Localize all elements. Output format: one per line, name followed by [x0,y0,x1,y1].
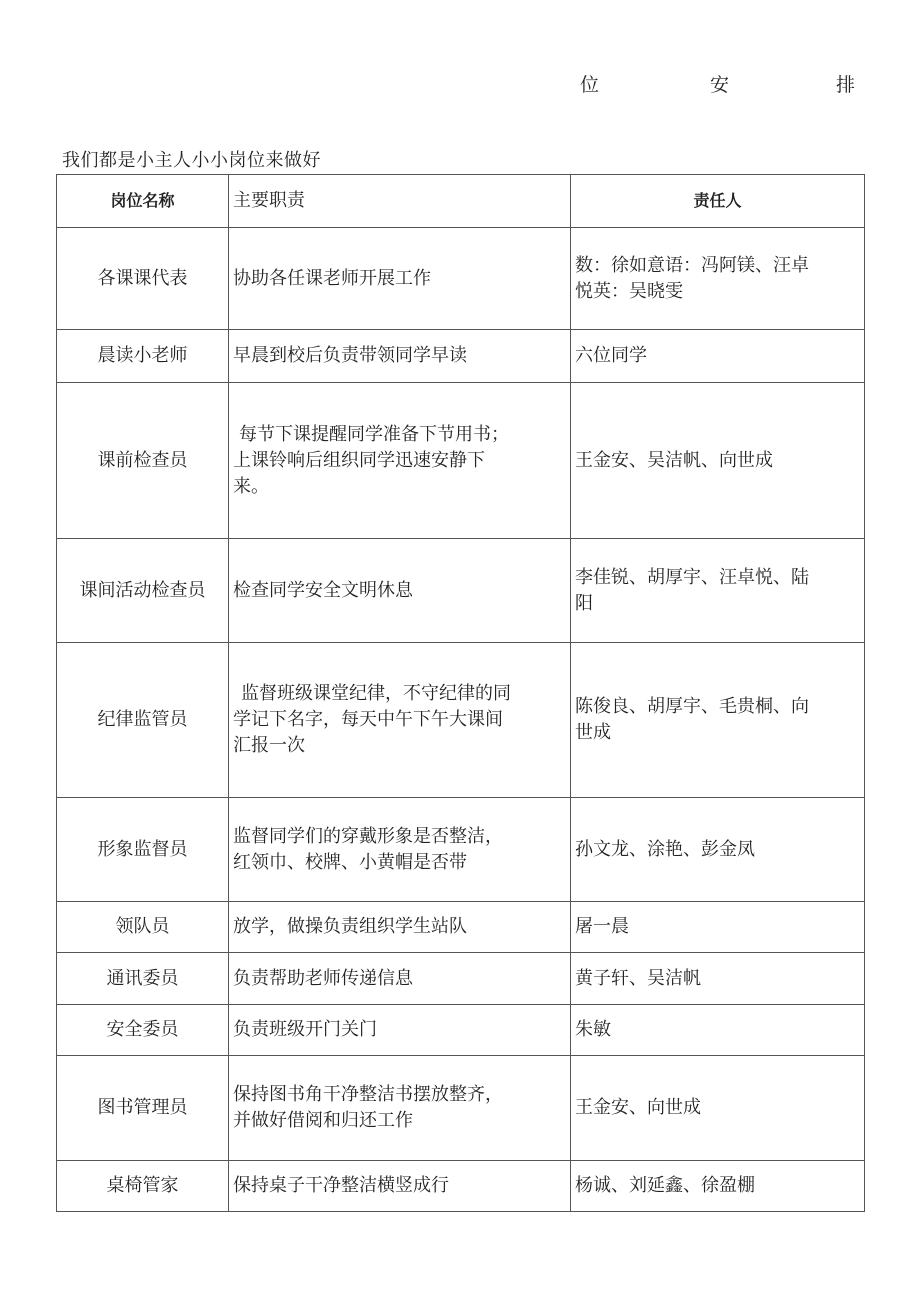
table-row [57,902,865,953]
person-line: 数：徐如意语：冯阿镁、汪卓 [575,254,809,276]
person-line: 六位同学 [575,345,647,366]
person-cell [571,902,865,953]
person-cell [571,1005,865,1056]
post-name: 形象监督员 [57,798,229,902]
table-row [57,330,865,383]
table-row [57,798,865,902]
person-cell [571,330,865,383]
person-line: 朱敏 [575,1019,611,1040]
duty-line: 来。 [233,475,269,497]
duty-cell [229,643,571,798]
table-row [57,1056,865,1161]
duty-cell [229,953,571,1005]
duty-cell [229,383,571,539]
column-header-person: 责任人 [571,175,865,228]
duty-line: 红领巾、校牌、小黄帽是否带 [233,851,467,873]
person-cell [571,798,865,902]
table-row [57,643,865,798]
duty-table [56,174,865,1212]
person-cell [571,1056,865,1161]
duty-cell [229,330,571,383]
person-cell [571,383,865,539]
person-line: 世成 [575,722,611,743]
duty-line: 监督同学们的穿戴形象是否整洁， [233,825,503,847]
duty-cell [229,539,571,643]
title-char: 排 [836,74,856,96]
duty-line: 放学，做操负责组织学生站队 [233,916,467,937]
post-name: 课间活动检查员 [57,539,229,643]
page-title [560,70,860,100]
duty-cell [229,1161,571,1212]
post-name: 桌椅管家 [57,1161,229,1212]
duty-line: 负责帮助老师传递信息 [233,967,413,989]
duty-line: 上课铃响后组织同学迅速安静下 [233,449,485,471]
title-char: 安 [710,74,730,96]
table-row [57,1161,865,1212]
person-cell [571,953,865,1005]
table-header-row [57,175,865,228]
post-name: 各课课代表 [57,228,229,330]
table-row [57,539,865,643]
duty-line: 保持桌子干净整洁横竖成行 [233,1175,449,1196]
duty-line: 学记下名字，每天中午下午大课间 [233,709,503,730]
duty-line: 汇报一次 [233,735,305,756]
duty-cell [229,798,571,902]
person-line: 阳 [575,592,593,614]
post-name: 安全委员 [57,1005,229,1056]
duty-line: 每节下课提醒同学准备下节用书； [239,423,509,445]
post-name: 领队员 [57,902,229,953]
person-line: 王金安、吴洁帆、向世成 [575,449,773,471]
post-name: 通讯委员 [57,953,229,1005]
duty-line: 早晨到校后负责带领同学早读 [233,345,467,366]
duty-cell [229,1056,571,1161]
post-name: 纪律监管员 [57,643,229,798]
table-row [57,1005,865,1056]
duty-line: 检查同学安全文明休息 [233,579,413,601]
page-subtitle: 我们都是小主人小小岗位来做好 [62,150,321,171]
post-name: 晨读小老师 [57,330,229,383]
person-cell [571,228,865,330]
person-line: 孙文龙、涂艳、彭金凤 [575,838,755,860]
person-line: 陈俊良、胡厚宇、毛贵桐、向 [575,696,809,717]
post-name: 图书管理员 [57,1056,229,1161]
duty-line: 协助各任课老师开展工作 [233,267,431,289]
table-row [57,383,865,539]
duty-line: 保持图书角干净整洁书摆放整齐， [233,1084,503,1105]
duty-line: 负责班级开门关门 [233,1019,377,1040]
title-char: 位 [580,74,600,96]
duty-cell [229,228,571,330]
person-line: 李佳锐、胡厚宇、汪卓悦、陆 [575,566,809,588]
person-line: 王金安、向世成 [575,1097,701,1118]
person-cell [571,643,865,798]
person-cell [571,1161,865,1212]
person-line: 屠一晨 [575,916,629,937]
duty-cell [229,902,571,953]
table-row [57,228,865,330]
duty-line: 并做好借阅和归还工作 [233,1110,413,1131]
column-header-post: 岗位名称 [57,175,229,228]
duty-cell [229,1005,571,1056]
person-line: 黄子轩、吴洁帆 [575,967,701,989]
duty-line: 监督班级课堂纪律，不守纪律的同 [241,683,511,704]
person-cell [571,539,865,643]
table-row [57,953,865,1005]
person-line: 杨诚、刘延鑫、徐盈棚 [575,1175,755,1196]
person-line: 悦英：吴晓雯 [575,280,683,302]
column-header-duty: 主要职责 [229,175,571,228]
post-name: 课前检查员 [57,383,229,539]
